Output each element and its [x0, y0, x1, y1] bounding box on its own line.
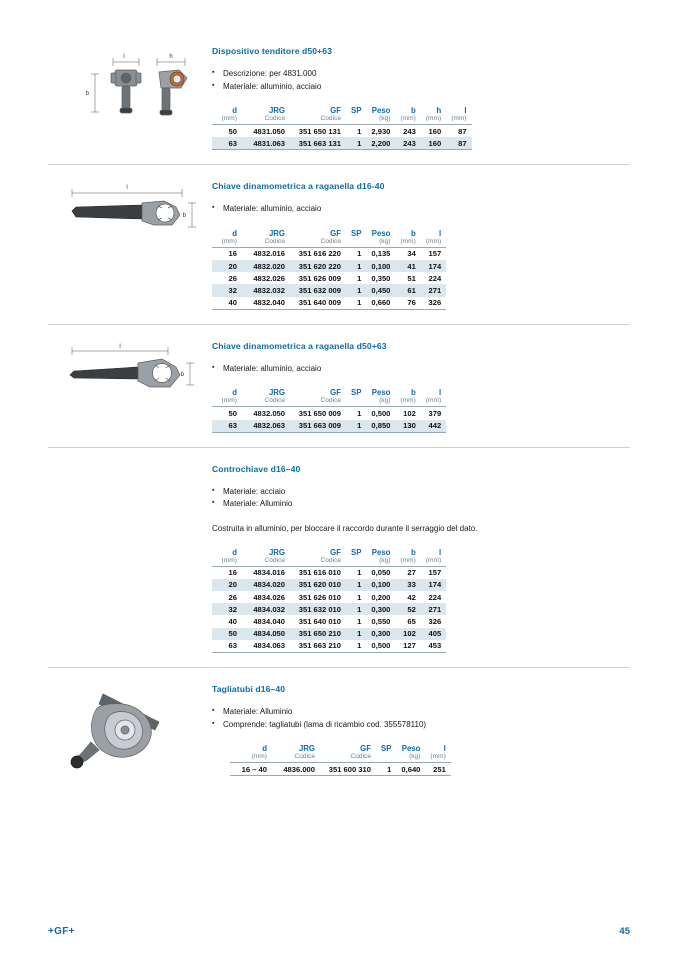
cell-l: 251	[425, 763, 450, 776]
cell-l: 87	[458, 126, 467, 136]
cell-jrg: 4832.063	[242, 420, 290, 433]
unit-jrg: Codice	[242, 397, 290, 407]
svg-text:b: b	[182, 213, 186, 220]
col-gf: GF	[330, 106, 341, 115]
product-text	[208, 678, 630, 776]
cell-peso: 0,550	[371, 617, 391, 627]
cell-gf: 351 620 220	[290, 260, 346, 272]
cell-gf: 351 663 009	[290, 420, 346, 433]
table-row	[212, 247, 446, 260]
cell-peso: 0,100	[366, 260, 395, 272]
cell-jrg: 4836.000	[272, 763, 320, 776]
cell-peso: 0,200	[371, 592, 391, 602]
unit-b: (mm)	[395, 397, 420, 407]
col-sp: SP	[351, 388, 362, 398]
col-jrg: JRG	[298, 744, 315, 753]
cell-b: 130	[395, 420, 420, 433]
unit-gf: Codice	[290, 238, 346, 248]
col-gf: GF	[330, 388, 341, 398]
bullet-item: ▪ Materiale: alluminio, acciaio	[212, 203, 630, 216]
cell-b: 34	[407, 249, 416, 259]
unit-h: (mm)	[421, 115, 446, 125]
unit-peso: (kg)	[396, 753, 425, 763]
cell-b: 52	[395, 603, 420, 615]
col-d: d	[232, 228, 237, 238]
product-section	[48, 325, 630, 448]
product-title: Chiave dinamometrica a raganella d16-40	[212, 181, 385, 192]
product-figure	[48, 40, 208, 126]
table-row	[212, 297, 446, 310]
col-peso: Peso	[371, 388, 391, 398]
col-sp: SP	[351, 228, 362, 238]
table-row	[212, 566, 446, 579]
ratchet-torque-wrench-icon	[58, 181, 198, 243]
cell-sp: 1	[357, 617, 362, 627]
cell-d: 32	[212, 603, 242, 615]
unit-gf: Codice	[290, 115, 346, 125]
unit-jrg: Codice	[272, 753, 320, 763]
cell-sp: 1	[376, 763, 396, 776]
col-b: b	[411, 388, 416, 398]
table-row	[212, 591, 446, 603]
cell-l: 224	[428, 592, 442, 602]
cell-peso: 0,100	[366, 579, 395, 591]
cell-l: 87	[446, 137, 471, 150]
brand-logo: +GF+	[48, 926, 75, 937]
cell-sp: 1	[346, 260, 366, 272]
tensioning-device-icon	[61, 46, 196, 126]
cell-jrg: 4832.050	[253, 408, 285, 418]
cell-jrg: 4832.032	[242, 284, 290, 296]
unit-jrg: Codice	[242, 557, 290, 567]
cell-d: 40	[228, 617, 237, 627]
table-row	[212, 628, 446, 640]
cell-d: 16 – 40	[230, 763, 272, 776]
cell-d: 50	[212, 628, 242, 640]
unit-d: (mm)	[212, 557, 242, 567]
product-bullets	[212, 363, 630, 376]
cell-jrg: 4832.016	[253, 249, 285, 259]
cell-gf: 351 626 009	[298, 273, 341, 283]
table-row	[212, 272, 446, 284]
unit-gf: Codice	[290, 557, 346, 567]
svg-text:l: l	[122, 54, 125, 60]
unit-jrg: Codice	[242, 115, 290, 125]
cell-gf: 351 632 009	[290, 284, 346, 296]
cell-sp: 1	[346, 640, 366, 653]
cell-peso: 0,300	[366, 603, 395, 615]
cell-b: 33	[395, 579, 420, 591]
svg-text:b: b	[180, 371, 184, 378]
product-title: Dispositivo tenditore d50+63	[212, 46, 333, 56]
bullet-item: ▪ Comprende: tagliatubi (lama di ricambio cod. 355578110)	[212, 719, 630, 732]
cell-peso: 2,930	[371, 126, 391, 136]
cell-b: 42	[407, 592, 416, 602]
cell-peso: 0,640	[396, 763, 425, 776]
cell-l: 157	[428, 249, 442, 259]
col-jrg: JRG	[268, 547, 285, 557]
unit-d: (mm)	[212, 115, 242, 125]
unit-sp	[346, 397, 366, 407]
unit-b: (mm)	[395, 115, 420, 125]
page-footer	[0, 926, 678, 959]
cell-l: 174	[421, 260, 446, 272]
unit-l: (mm)	[425, 753, 450, 763]
product-section	[48, 30, 630, 165]
col-gf: GF	[330, 228, 341, 238]
cell-d: 16	[228, 249, 237, 259]
cell-b: 41	[395, 260, 420, 272]
cell-jrg: 4832.020	[242, 260, 290, 272]
cell-sp: 1	[357, 592, 362, 602]
cell-sp: 1	[357, 126, 362, 136]
unit-jrg: Codice	[242, 238, 290, 248]
cell-peso: 0,050	[371, 568, 391, 578]
cell-gf: 351 640 009	[290, 297, 346, 310]
cell-peso: 0,850	[366, 420, 395, 433]
col-peso: Peso	[371, 228, 391, 238]
unit-l: (mm)	[446, 115, 471, 125]
bullet-item: ▪ Materiale: alluminio, acciaio	[212, 363, 630, 376]
spec-table	[212, 547, 446, 653]
unit-b: (mm)	[395, 238, 420, 248]
cell-sp: 1	[357, 273, 362, 283]
cell-peso: 2,200	[366, 137, 395, 150]
product-bullets	[212, 68, 630, 93]
product-figure	[48, 678, 208, 774]
unit-b: (mm)	[395, 557, 420, 567]
cell-l: 271	[421, 603, 446, 615]
cell-peso: 0,660	[366, 297, 395, 310]
cell-jrg: 4834.026	[253, 592, 285, 602]
unit-sp	[346, 557, 366, 567]
cell-gf: 351 663 210	[290, 640, 346, 653]
cell-peso: 0,350	[371, 273, 391, 283]
unit-gf: Codice	[290, 397, 346, 407]
cell-gf: 351 626 010	[298, 592, 341, 602]
cell-l: 174	[421, 579, 446, 591]
cell-l: 453	[421, 640, 446, 653]
cell-d: 40	[212, 297, 242, 310]
cell-sp: 1	[346, 137, 366, 150]
col-l: l	[464, 106, 467, 115]
unit-sp	[346, 238, 366, 248]
product-figure	[48, 458, 208, 464]
unit-l: (mm)	[421, 397, 446, 407]
cell-gf: 351 616 010	[298, 568, 341, 578]
unit-gf: Codice	[320, 753, 376, 763]
cell-gf: 351 632 010	[290, 603, 346, 615]
cell-h: 160	[421, 137, 446, 150]
spec-table	[212, 105, 472, 150]
cell-d: 32	[212, 284, 242, 296]
table-row	[212, 137, 472, 150]
cell-peso: 0,135	[371, 249, 391, 259]
cell-sp: 1	[346, 579, 366, 591]
cell-peso: 0,450	[366, 284, 395, 296]
col-l: l	[439, 547, 442, 557]
cell-jrg: 4834.040	[253, 617, 285, 627]
col-sp: SP	[351, 547, 362, 557]
unit-sp	[376, 753, 396, 763]
table-row	[212, 603, 446, 615]
cell-b: 27	[407, 568, 416, 578]
cell-b: 61	[395, 284, 420, 296]
cell-peso: 0,500	[371, 408, 391, 418]
cell-jrg: 4834.063	[242, 640, 290, 653]
table-row	[230, 763, 451, 776]
unit-peso: (kg)	[366, 115, 395, 125]
cell-gf: 351 640 010	[298, 617, 341, 627]
cell-l: 405	[421, 628, 446, 640]
cell-jrg: 4832.026	[253, 273, 285, 283]
cell-b: 102	[403, 408, 416, 418]
unit-peso: (kg)	[366, 238, 395, 248]
unit-d: (mm)	[212, 238, 242, 248]
spec-table	[212, 228, 446, 310]
cell-d: 20	[212, 260, 242, 272]
product-bullets	[212, 203, 630, 216]
product-title: Tagliatubi d16–40	[212, 684, 286, 694]
cell-d: 26	[228, 592, 237, 602]
cell-b: 76	[395, 297, 420, 310]
cell-sp: 1	[357, 249, 362, 259]
col-d: d	[262, 744, 267, 753]
product-text	[208, 335, 630, 433]
cell-sp: 1	[346, 420, 366, 433]
bullet-item: ▪ Materiale: Alluminio	[212, 498, 630, 511]
col-l: l	[439, 388, 442, 398]
cell-gf: 351 650 210	[290, 628, 346, 640]
cell-gf: 351 663 131	[290, 137, 346, 150]
product-text	[208, 175, 630, 309]
cell-jrg: 4834.016	[253, 568, 285, 578]
cell-l: 326	[428, 617, 442, 627]
cell-jrg: 4834.032	[242, 603, 290, 615]
col-d: d	[232, 106, 237, 115]
unit-l: (mm)	[421, 238, 446, 248]
cell-d: 20	[212, 579, 242, 591]
col-peso: Peso	[371, 106, 391, 115]
cell-gf: 351 650 009	[298, 408, 341, 418]
col-b: b	[411, 228, 416, 238]
table-row	[212, 260, 446, 272]
spec-table	[230, 743, 451, 776]
svg-text:l: l	[119, 343, 121, 350]
cell-b: 127	[395, 640, 420, 653]
cell-sp: 1	[346, 284, 366, 296]
page-number: 45	[619, 926, 630, 937]
cell-jrg: 4834.020	[242, 579, 290, 591]
product-bullets	[212, 706, 630, 731]
cell-d: 26	[228, 273, 237, 283]
table-row	[212, 640, 446, 653]
cell-sp: 1	[346, 628, 366, 640]
cell-b: 65	[407, 617, 416, 627]
product-text	[208, 458, 630, 653]
bullet-item: ▪ Materiale: alluminio, acciaio	[212, 81, 630, 94]
cell-peso: 0,300	[366, 628, 395, 640]
product-section	[48, 165, 630, 324]
cell-jrg: 4831.050	[253, 126, 285, 136]
product-section	[48, 668, 630, 790]
col-b: b	[411, 547, 416, 557]
cell-l: 442	[421, 420, 446, 433]
col-d: d	[232, 388, 237, 398]
product-description: Costruita in alluminio, per bloccare il raccordo durante il serraggio del dato.	[212, 523, 478, 533]
cell-d: 63	[212, 137, 242, 150]
col-sp: SP	[381, 744, 392, 753]
cell-peso: 0,500	[366, 640, 395, 653]
table-row	[212, 125, 472, 138]
product-title: Controchiave d16–40	[212, 463, 301, 474]
cell-b: 243	[395, 137, 420, 150]
cell-gf: 351 616 220	[298, 249, 341, 259]
col-l: l	[443, 744, 446, 753]
cell-l: 271	[421, 284, 446, 296]
cell-l: 224	[428, 273, 442, 283]
cell-sp: 1	[346, 297, 366, 310]
cell-sp: 1	[346, 603, 366, 615]
cell-jrg: 4832.040	[242, 297, 290, 310]
unit-d: (mm)	[212, 397, 242, 407]
cell-gf: 351 600 310	[320, 763, 376, 776]
svg-text:l: l	[126, 185, 128, 192]
cell-l: 326	[421, 297, 446, 310]
product-bullets	[212, 486, 630, 511]
product-section	[48, 448, 630, 668]
col-jrg: JRG	[268, 106, 285, 115]
col-b: b	[411, 106, 416, 115]
spec-table	[212, 387, 446, 432]
col-peso: Peso	[371, 547, 391, 557]
cell-h: 160	[428, 126, 442, 136]
cell-jrg: 4834.050	[242, 628, 290, 640]
table-row	[212, 284, 446, 296]
cell-sp: 1	[357, 568, 362, 578]
col-h: h	[436, 106, 442, 115]
product-figure	[48, 335, 208, 401]
col-jrg: JRG	[268, 388, 285, 398]
col-l: l	[439, 228, 442, 238]
cell-d: 50	[228, 408, 237, 418]
cell-d: 16	[228, 568, 237, 578]
svg-text:b: b	[85, 91, 89, 97]
pipe-cutter-icon	[63, 684, 193, 774]
cell-d: 63	[212, 420, 242, 433]
bullet-item: ▪ Materiale: Alluminio	[212, 706, 630, 719]
cell-l: 379	[428, 408, 442, 418]
cell-b: 102	[395, 628, 420, 640]
table-row	[212, 615, 446, 627]
col-gf: GF	[360, 744, 371, 753]
product-figure	[48, 175, 208, 243]
unit-peso: (kg)	[366, 397, 395, 407]
col-sp: SP	[351, 106, 362, 115]
ratchet-torque-wrench-large-icon	[58, 341, 198, 401]
cell-jrg: 4831.063	[242, 137, 290, 150]
cell-gf: 351 650 131	[298, 126, 341, 136]
unit-peso: (kg)	[366, 557, 395, 567]
unit-l: (mm)	[421, 557, 446, 567]
unit-d: (mm)	[230, 753, 272, 763]
col-d: d	[232, 547, 237, 557]
unit-sp	[346, 115, 366, 125]
cell-gf: 351 620 010	[290, 579, 346, 591]
cell-l: 157	[428, 568, 442, 578]
product-text	[208, 40, 630, 150]
table-row	[212, 420, 446, 433]
cell-d: 63	[212, 640, 242, 653]
product-title: Chiave dinamometrica a raganella d50+63	[212, 340, 387, 351]
bullet-item: ▪ Descrizione: per 4831.000	[212, 68, 630, 81]
cell-b: 51	[407, 273, 416, 283]
col-gf: GF	[330, 547, 341, 557]
cell-sp: 1	[357, 408, 362, 418]
cell-d: 50	[228, 126, 237, 136]
col-jrg: JRG	[268, 228, 285, 238]
bullet-item: ▪ Materiale: acciaio	[212, 486, 630, 499]
col-peso: Peso	[401, 744, 421, 753]
table-row	[212, 579, 446, 591]
svg-text:h: h	[168, 54, 173, 60]
cell-b: 243	[403, 126, 416, 136]
table-row	[212, 407, 446, 420]
